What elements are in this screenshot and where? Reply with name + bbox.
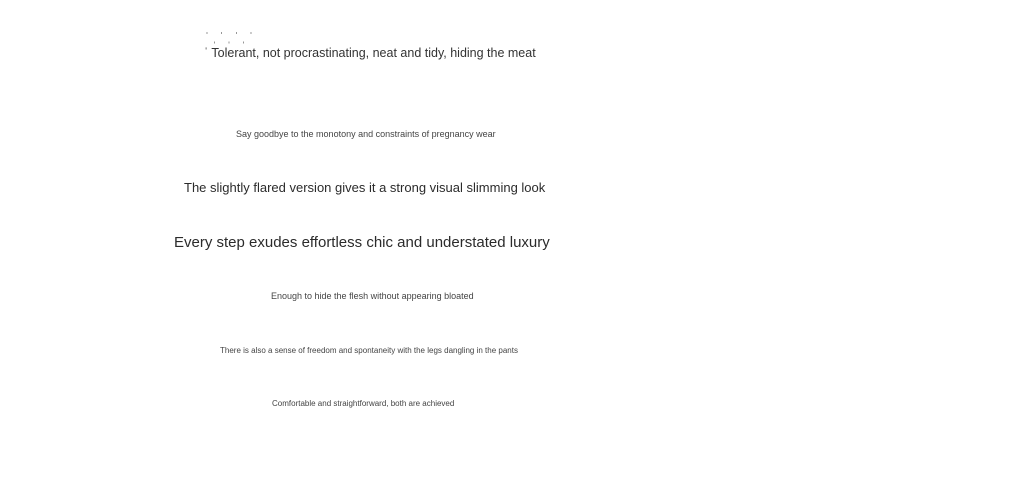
tagline-effortless-chic: Every step exudes effortless chic and understated luxury [174,234,550,251]
clipped-text-fragment [205,30,505,44]
tagline-say-goodbye: Say goodbye to the monotony and constraints of pregnancy wear [236,129,496,139]
tagline-hide-flesh: Enough to hide the flesh without appearing bloated [271,291,474,301]
clipped-text-glyphs: ˈ ˌ ˈ ˌ ˈ ˌ ˈ [205,30,253,44]
tagline-flared-version: The slightly flared version gives it a strong visual slimming look [184,180,546,195]
tagline-freedom: There is also a sense of freedom and spontaneity with the legs dangling in the pants [220,346,518,355]
tagline-tolerant: ˈ Tolerant, not procrastinating, neat and tidy, hiding the meat [204,46,536,60]
tagline-comfortable: Comfortable and straightforward, both are achieved [272,399,455,408]
